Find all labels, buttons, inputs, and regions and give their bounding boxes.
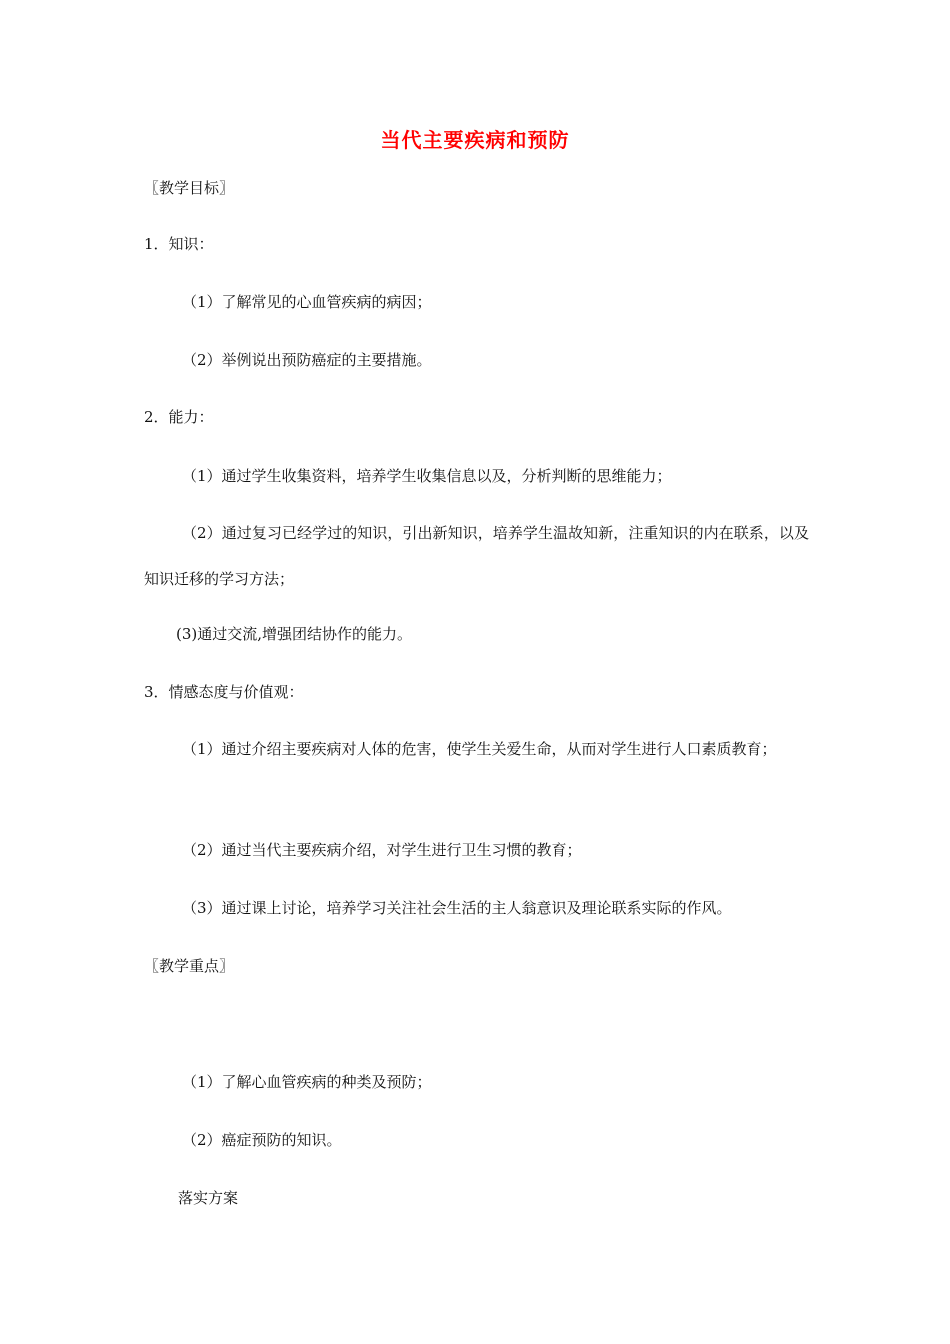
key-point-1: （1）了解心血管疾病的种类及预防；	[182, 1073, 432, 1091]
ability-item-2: （2）通过复习已经学过的知识，引出新知识，培养学生温故知新，注重知识的内在联系，以及知识迁移的学习方法；	[144, 524, 809, 588]
knowledge-item-1: （1）了解常见的心血管疾病的病因；	[182, 293, 432, 311]
teaching-goals-heading: 〖教学目标〗	[144, 179, 235, 197]
attitude-item-1: （1）通过介绍主要疾病对人体的危害，使学生关爱生命，从而对学生进行人口素质教育；	[182, 740, 777, 758]
ability-heading: 2．能力：	[144, 408, 214, 426]
attitude-heading: 3．情感态度与价值观：	[144, 683, 304, 701]
document-title: 当代主要疾病和预防	[380, 128, 570, 152]
ability-item-1: （1）通过学生收集资料，培养学生收集信息以及，分析判断的思维能力；	[182, 467, 672, 485]
attitude-item-3: （3）通过课上讨论，培养学习关注社会生活的主人翁意识及理论联系实际的作风。	[182, 899, 732, 917]
attitude-item-2: （2）通过当代主要疾病介绍，对学生进行卫生习惯的教育；	[182, 841, 582, 859]
knowledge-heading: 1．知识：	[144, 235, 214, 253]
knowledge-item-2: （2）举例说出预防癌症的主要措施。	[182, 351, 432, 369]
footer-text: 落实方案	[178, 1189, 239, 1207]
key-points-heading: 〖教学重点〗	[144, 957, 235, 975]
key-point-2: （2）癌症预防的知识。	[182, 1131, 342, 1149]
ability-item-3: (3)通过交流,增强团结协作的能力。	[176, 625, 413, 643]
